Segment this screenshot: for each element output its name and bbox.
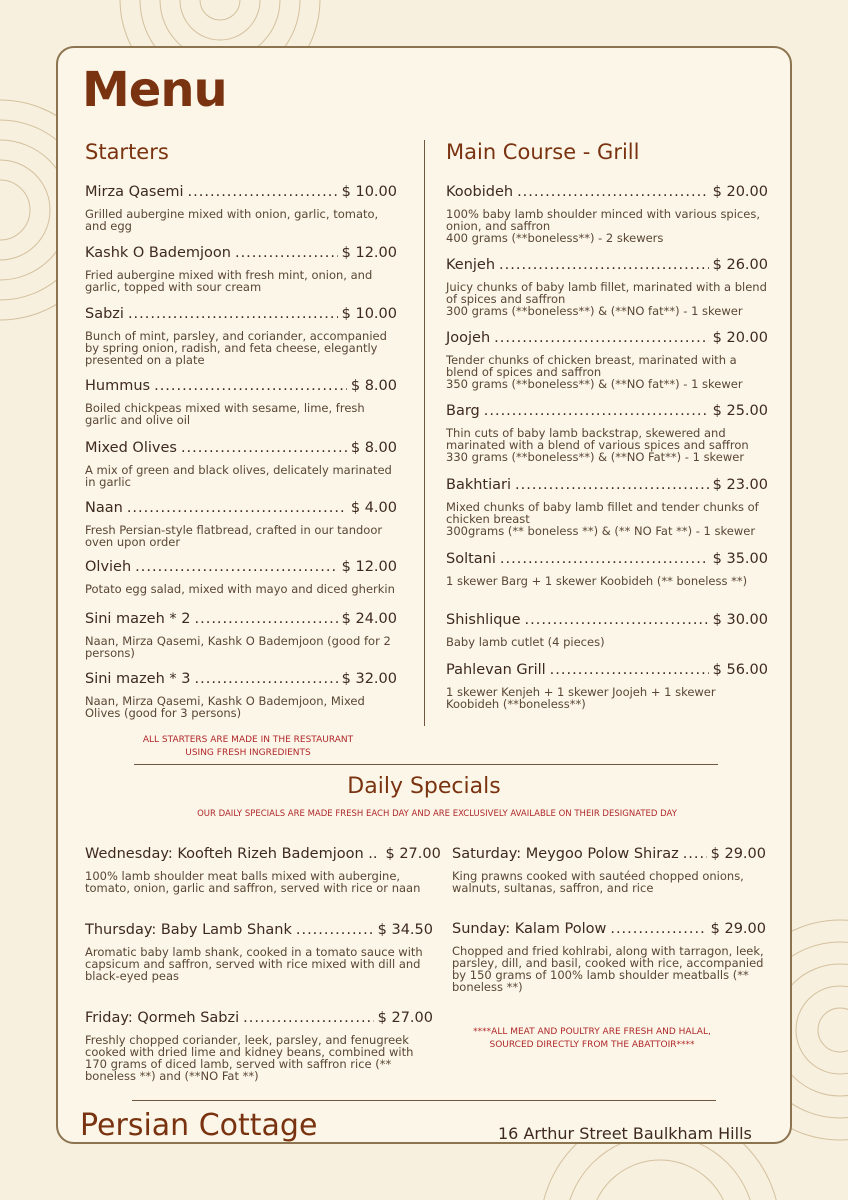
menu-item-name: Olvieh: [85, 559, 132, 575]
menu-item: [85, 922, 433, 982]
menu-item-name: Sini mazeh * 3: [85, 671, 191, 687]
dot-leader: [517, 184, 709, 200]
menu-item-portion: 330 grams (**boneless**) & (**NO Fat**) - 1 skewer: [446, 450, 745, 464]
menu-item-line: [85, 245, 397, 261]
menu-item-line: [452, 846, 766, 862]
dot-leader: [235, 245, 338, 261]
menu-item-line: [446, 403, 768, 419]
menu-item-description: Naan, Mirza Qasemi, Kashk O Bademjoon (good for 2 persons): [85, 634, 391, 660]
menu-item-description: Thin cuts of baby lamb backstrap, skewered and marinated with a blend of various spices and saffron: [446, 426, 749, 452]
menu-item-name: Barg: [446, 403, 480, 419]
menu-item-name: Shishlique: [446, 612, 521, 628]
menu-item-price: $ 27.00: [377, 1010, 433, 1026]
menu-item-description: 100% baby lamb shoulder minced with various spices, onion, and saffron: [446, 207, 760, 233]
starters-heading: Starters: [85, 140, 169, 164]
menu-item-description: Mixed chunks of baby lamb fillet and tender chunks of chicken breast: [446, 500, 759, 526]
page-title: Menu: [82, 62, 227, 118]
menu-item-line: [85, 1010, 433, 1026]
menu-item: [446, 662, 768, 710]
menu-item-line: [446, 330, 768, 346]
menu-item-name: Kenjeh: [446, 257, 496, 273]
menu-item-description: 1 skewer Barg + 1 skewer Koobideh (** boneless **): [446, 574, 748, 588]
dot-leader: [188, 184, 338, 200]
menu-item-portion: 300 grams (**boneless**) & (**NO fat**) - 1 skewer: [446, 304, 743, 318]
dot-leader: [296, 922, 374, 938]
menu-item-name: Kashk O Bademjoon: [85, 245, 231, 261]
halal-note: [452, 1026, 732, 1052]
menu-item-line: [446, 551, 768, 567]
menu-item: [85, 1010, 433, 1082]
starters-note-line1: ALL STARTERS ARE MADE IN THE RESTAURANT: [142, 735, 354, 745]
dot-leader: [499, 257, 709, 273]
menu-item-line: [446, 612, 768, 628]
menu-item-description: Bunch of mint, parsley, and coriander, accompanied by spring onion, radish, and feta cheese, elegantly presented on a plate: [85, 329, 387, 367]
dot-leader: [135, 559, 337, 575]
dot-leader: [128, 306, 338, 322]
dot-leader: [683, 846, 707, 862]
dot-leader: [550, 662, 709, 678]
menu-item-price: $ 10.00: [341, 306, 397, 322]
menu-item-description: Freshly chopped coriander, leek, parsley, and fenugreek cooked with dried lime and kidney beans, combined with 170 grams of diced lamb, served with saffron rice (** boneless **) and (**NO Fat **): [85, 1033, 414, 1083]
menu-item-name: Pahlevan Grill: [446, 662, 546, 678]
menu-item-price: $ 34.50: [377, 922, 433, 938]
restaurant-name: Persian Cottage: [80, 1108, 318, 1143]
menu-item-price: $ 12.00: [341, 559, 397, 575]
menu-item-description: Chopped and fried kohlrabi, along with tarragon, leek, parsley, dill, and basil, cooked with rice, accompanied by 150 grams of 100% lamb shoulder meatballs (** boneless **): [452, 944, 764, 994]
menu-item: [85, 671, 397, 719]
dot-leader: [525, 612, 709, 628]
menu-item-portion: 300grams (** boneless **) & (** NO Fat **) - 1 skewer: [446, 524, 756, 538]
starters-note-line2: USING FRESH INGREDIENTS: [185, 748, 311, 758]
menu-item-name: Sini mazeh * 2: [85, 611, 191, 627]
dot-leader: [195, 671, 338, 687]
menu-item-description: Aromatic baby lamb shank, cooked in a tomato sauce with capsicum and saffron, served with rice mixed with dill and black-eyed peas: [85, 945, 423, 983]
menu-item-price: $ 25.00: [712, 403, 768, 419]
menu-item: [446, 403, 768, 463]
menu-item-line: [446, 184, 768, 200]
menu-item-portion: 400 grams (**boneless**) - 2 skewers: [446, 231, 664, 245]
menu-item-description: King prawns cooked with sautéed chopped onions, walnuts, sultanas, saffron, and rice: [452, 869, 744, 895]
menu-item: [446, 612, 768, 648]
menu-item-line: [85, 559, 397, 575]
menu-item-name: Sabzi: [85, 306, 124, 322]
menu-item-description: 100% lamb shoulder meat balls mixed with aubergine, tomato, onion, garlic and saffron, served with rice or naan: [85, 869, 421, 895]
dot-leader: [494, 330, 708, 346]
menu-item: [446, 257, 768, 317]
menu-item-description: Fried aubergine mixed with fresh mint, onion, and garlic, topped with sour cream: [85, 268, 373, 294]
menu-item-price: $ 27.00: [385, 846, 441, 862]
menu-item-description: Boiled chickpeas mixed with sesame, lime, fresh garlic and olive oil: [85, 401, 365, 427]
menu-item-name: Friday: Qormeh Sabzi: [85, 1010, 240, 1026]
menu-item-price: $ 56.00: [712, 662, 768, 678]
menu-item-name: Soltani: [446, 551, 496, 567]
starters-note: [110, 734, 386, 760]
menu-item-line: [85, 611, 397, 627]
dot-leader: [500, 551, 709, 567]
menu-item-line: [85, 306, 397, 322]
menu-item-description: 1 skewer Kenjeh + 1 skewer Joojeh + 1 skewer Koobideh (**boneless**): [446, 685, 716, 711]
menu-item-name: Saturday: Meygoo Polow Shiraz: [452, 846, 679, 862]
dot-leader: [484, 403, 709, 419]
menu-item: [446, 330, 768, 390]
menu-item-price: $ 26.00: [712, 257, 768, 273]
menu-item-price: $ 20.00: [712, 330, 768, 346]
footer-divider: [132, 1100, 716, 1101]
menu-item-name: Mixed Olives: [85, 440, 177, 456]
menu-item-description: Naan, Mirza Qasemi, Kashk O Bademjoon, Mixed Olives (good for 3 persons): [85, 694, 365, 720]
menu-item-name: Thursday: Baby Lamb Shank: [85, 922, 292, 938]
menu-item-line: [85, 922, 433, 938]
menu-item-description: Fresh Persian-style flatbread, crafted in our tandoor oven upon order: [85, 523, 383, 549]
dot-leader: [515, 477, 709, 493]
dot-leader: [181, 440, 347, 456]
menu-item: [446, 477, 768, 537]
menu-item-name: Naan: [85, 500, 123, 516]
menu-item-line: [446, 257, 768, 273]
menu-item-description: Potato egg salad, mixed with mayo and diced gherkin: [85, 582, 395, 596]
menu-item: [446, 551, 768, 587]
menu-item: [85, 378, 397, 426]
menu-item: [85, 611, 397, 659]
menu-item-name: Hummus: [85, 378, 151, 394]
main-course-heading: Main Course - Grill: [446, 140, 640, 164]
halal-note-line1: ****ALL MEAT AND POULTRY ARE FRESH AND HALAL,: [473, 1027, 711, 1037]
menu-item-price: $ 29.00: [710, 921, 766, 937]
menu-item-price: $ 8.00: [350, 378, 397, 394]
menu-item: [452, 846, 766, 894]
menu-item-line: [85, 184, 397, 200]
menu-item: [452, 921, 766, 993]
dot-leader: [127, 500, 347, 516]
menu-item: [85, 306, 397, 366]
menu-item-name: Wednesday: Koofteh Rizeh Bademjoon ..: [85, 846, 378, 862]
menu-item-portion: 350 grams (**boneless**) & (**NO fat**) - 1 skewer: [446, 377, 743, 391]
halal-note-line2: SOURCED DIRECTLY FROM THE ABATTOIR****: [489, 1040, 695, 1050]
menu-item-name: Sunday: Kalam Polow: [452, 921, 607, 937]
menu-item-name: Koobideh: [446, 184, 514, 200]
menu-item: [85, 500, 397, 548]
menu-item-price: $ 24.00: [341, 611, 397, 627]
menu-item-price: $ 23.00: [712, 477, 768, 493]
menu-item-line: [85, 671, 397, 687]
menu-item-line: [452, 921, 766, 937]
menu-item-price: $ 12.00: [341, 245, 397, 261]
dot-leader: [154, 378, 347, 394]
menu-item-description: Juicy chunks of baby lamb fillet, marinated with a blend of spices and saffron: [446, 280, 767, 306]
menu-item: [446, 184, 768, 244]
daily-specials-subnote: OUR DAILY SPECIALS ARE MADE FRESH EACH DAY AND ARE EXCLUSIVELY AVAILABLE ON THEIR DESIGNATED DAY: [197, 809, 677, 819]
restaurant-address: 16 Arthur Street Baulkham Hills: [498, 1124, 752, 1143]
menu-item-price: $ 20.00: [712, 184, 768, 200]
menu-item-line: [446, 477, 768, 493]
menu-item-price: $ 30.00: [712, 612, 768, 628]
menu-item-line: [85, 378, 397, 394]
menu-item: [85, 559, 397, 595]
menu-item-price: $ 32.00: [341, 671, 397, 687]
daily-specials-heading: Daily Specials: [347, 774, 501, 799]
menu-item-name: Bakhtiari: [446, 477, 512, 493]
menu-item-price: $ 35.00: [712, 551, 768, 567]
column-divider: [424, 140, 425, 726]
menu-item-price: $ 10.00: [341, 184, 397, 200]
dot-leader: [243, 1010, 373, 1026]
menu-item-name: Mirza Qasemi: [85, 184, 184, 200]
menu-item-description: Baby lamb cutlet (4 pieces): [446, 635, 605, 649]
menu-item-price: $ 29.00: [710, 846, 766, 862]
specials-top-divider: [134, 764, 718, 765]
menu-item-price: $ 8.00: [350, 440, 397, 456]
menu-item: [85, 184, 397, 232]
menu-item-line: [85, 846, 441, 862]
menu-item: [85, 440, 397, 488]
menu-item-price: $ 4.00: [350, 500, 397, 516]
menu-item-line: [85, 440, 397, 456]
dot-leader: [195, 611, 338, 627]
menu-item: [85, 846, 441, 895]
menu-item-name: Joojeh: [446, 330, 491, 346]
menu-item: [85, 245, 397, 293]
menu-item-line: [446, 662, 768, 678]
menu-item-description: Grilled aubergine mixed with onion, garlic, tomato, and egg: [85, 207, 379, 233]
menu-item-description: A mix of green and black olives, delicately marinated in garlic: [85, 463, 392, 489]
menu-item-description: Tender chunks of chicken breast, marinated with a blend of spices and saffron: [446, 353, 737, 379]
dot-leader: [610, 921, 706, 937]
menu-item-line: [85, 500, 397, 516]
